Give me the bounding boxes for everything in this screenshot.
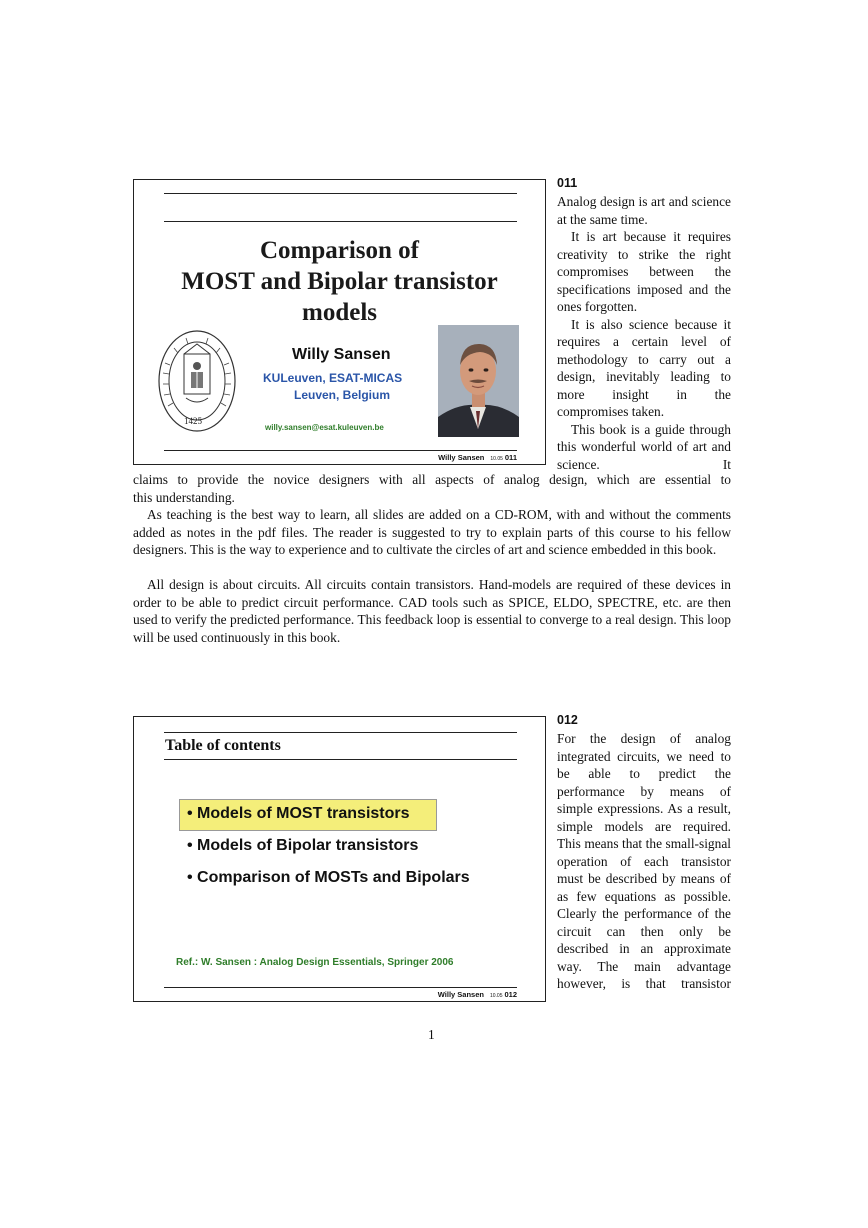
paragraph-circuits: All design is about circuits. All circuits contain transistors. Hand-models are required of these devices in order to be able to predict circuit performance. CAD tools such as SPICE, ELDO, SPECTRE, etc. are then used to verify the predicted performance. This feedback loop is essential to converge to a real design. This loop will be used continuously in this book. xyxy=(133,577,731,645)
toc-item-2: • Models of Bipolar transistors xyxy=(187,837,419,854)
slide-title-line-2: MOST and Bipolar transistor xyxy=(181,268,498,295)
slide-title-rule xyxy=(164,759,517,760)
slide-011 xyxy=(133,179,546,465)
slide-012 xyxy=(133,716,546,1002)
paragraph-teaching: As teaching is the best way to learn, all slides are added on a CD-ROM, with and without the comments added as notes in the pdf files. The reader is suggested to try to explain parts of this course to his fellow designers. This is the way to experience and to cultivate the circles of art and science embedded in this book. xyxy=(133,507,731,557)
slide-footer-number: 012 xyxy=(504,990,517,999)
slide-top-rule xyxy=(164,193,517,194)
section-number-011: 011 xyxy=(557,176,578,190)
side-paragraph-3: It is also science because it requires a certain level of methodology to carry out a design, inevitably leading to more insight in the compromises taken. xyxy=(557,316,731,419)
slide-email: willy.sansen@esat.kuleuven.be xyxy=(265,423,384,432)
slide-footer xyxy=(438,990,517,999)
slide-footer-date: 10.05 xyxy=(490,456,503,462)
slide-footer-rule xyxy=(164,450,517,451)
side-text-012 xyxy=(557,730,731,993)
side-paragraph-4: This book is a guide through this wonderful world of art and science. It xyxy=(557,421,731,472)
slide-top-rule xyxy=(164,732,517,733)
side-text-011 xyxy=(557,193,731,473)
slide-footer-number: 011 xyxy=(504,453,517,462)
slide-reference: Ref.: W. Sansen : Analog Design Essentials, Springer 2006 xyxy=(176,957,454,968)
full-line-2: this understanding. xyxy=(133,489,235,505)
slide-title-line-1: Comparison of xyxy=(259,237,420,264)
slide-toc-title: Table of contents xyxy=(165,737,281,754)
slide-footer-name: Willy Sansen xyxy=(437,990,484,999)
author-portrait xyxy=(438,325,519,437)
body-text-011-continuation xyxy=(133,471,731,506)
slide-author: Willy Sansen xyxy=(292,346,391,363)
toc-item-3: • Comparison of MOSTs and Bipolars xyxy=(187,869,470,886)
slide-footer xyxy=(438,453,517,462)
body-paragraph-3 xyxy=(133,576,731,646)
slide-title-rule xyxy=(164,221,517,222)
side-paragraph-2: It is art because it requires creativity to strike the right compromises between the specifications imposed and the ones forgotten. xyxy=(557,229,731,314)
full-line-1: claims to provide the novice designers with all aspects of analog design, which are essential to xyxy=(133,472,731,487)
slide-title-line-3: models xyxy=(302,299,377,326)
section-number-012: 012 xyxy=(557,713,578,727)
seal-year: 1425 xyxy=(184,416,202,426)
slide-footer-rule xyxy=(164,987,517,988)
slide-affiliation-2: Leuven, Belgium xyxy=(294,388,391,402)
slide-affiliation-1: KULeuven, ESAT-MICAS xyxy=(263,371,403,385)
body-paragraph-2 xyxy=(133,506,731,559)
side-paragraph-design: For the design of analog integrated circuits, we need to be able to predict the performance by means of simple expressions. As a result, simple models are required. This means that the small-signal operation of each transistor must be described by means of as few equations as possible. Clearly the performance of the circuit can then only be described in an approximate way. The main advantage however, is that transistor xyxy=(557,731,731,991)
page-number: 1 xyxy=(428,1027,435,1042)
side-paragraph-1: Analog design is art and science at the same time. xyxy=(557,194,731,227)
slide-footer-name: Willy Sansen xyxy=(438,453,485,462)
toc-item-1: • Models of MOST transistors xyxy=(187,805,410,822)
slide-footer-date: 10.05 xyxy=(489,993,503,999)
